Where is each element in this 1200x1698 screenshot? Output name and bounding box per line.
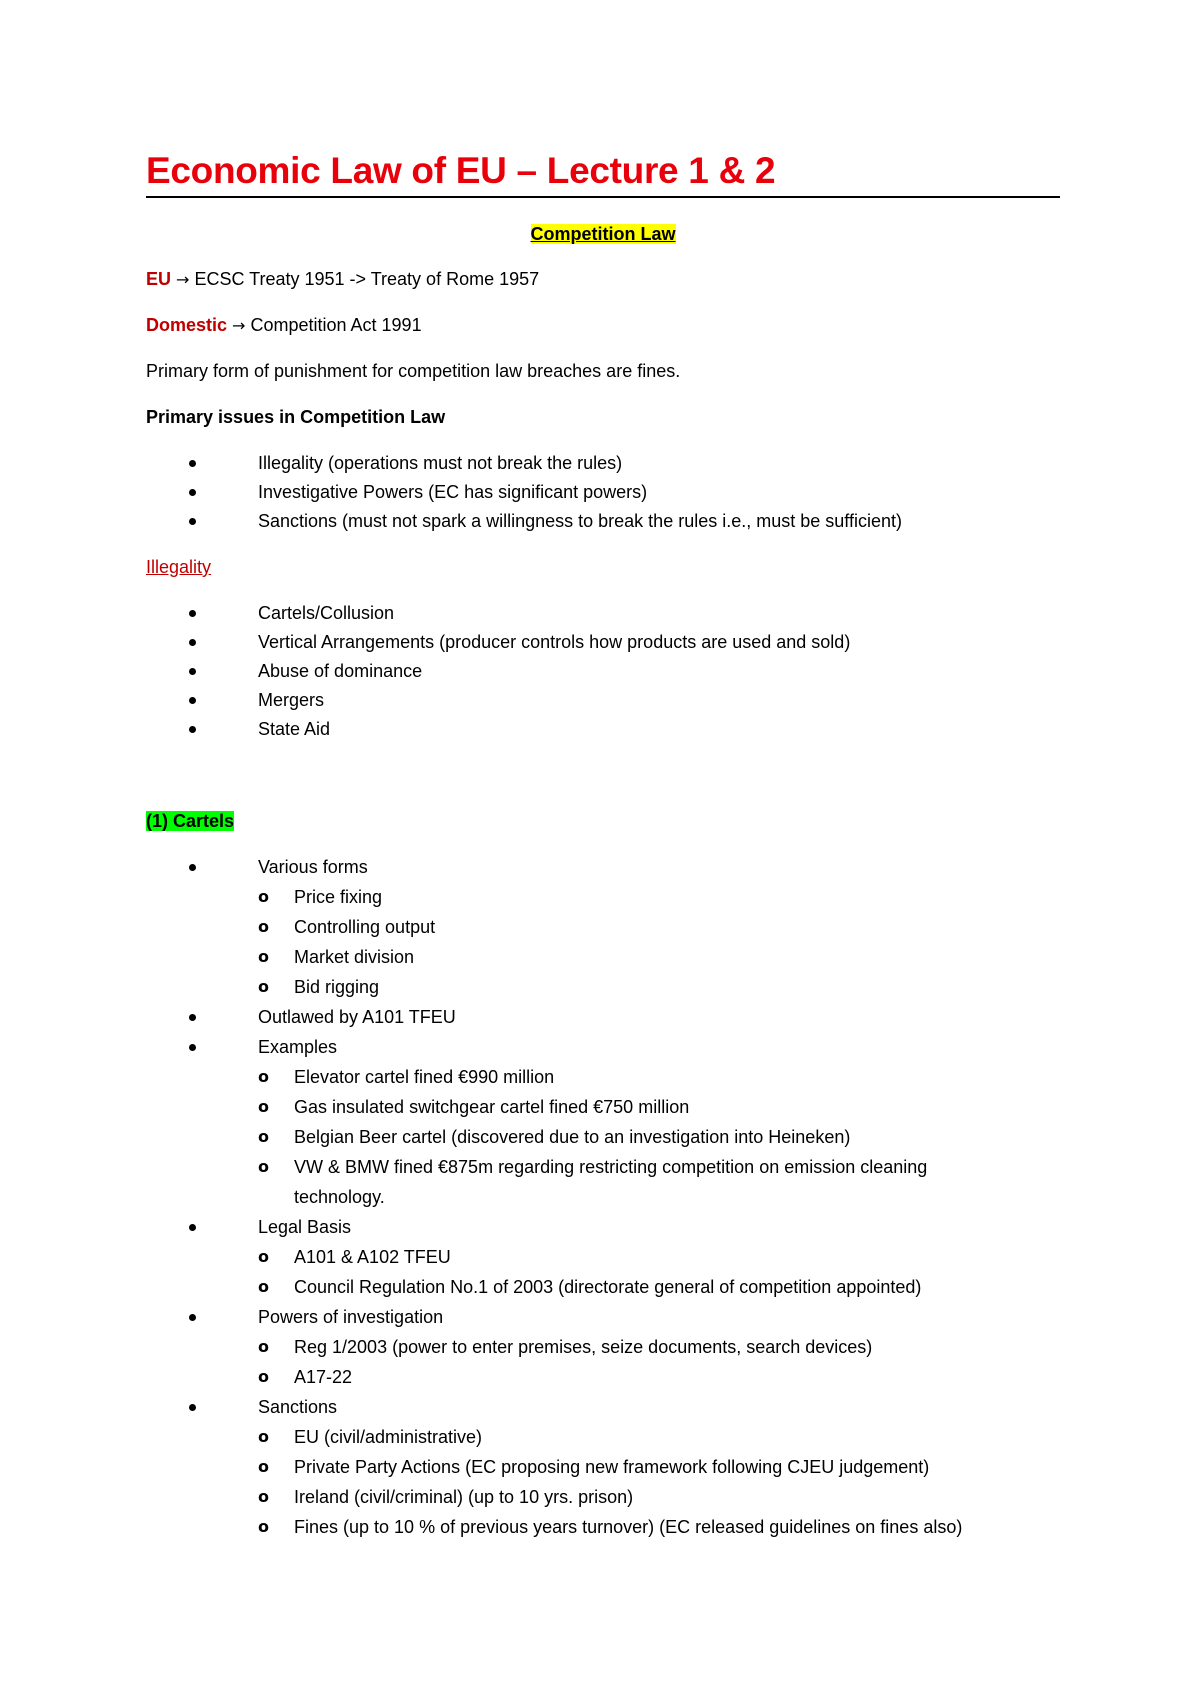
arrow-icon: → [232,316,246,335]
sub-bullet-icon: o [258,1337,269,1356]
sub-bullet-icon: o [258,1097,269,1116]
sub-bullet-icon: o [258,977,269,996]
punishment-paragraph: Primary form of punishment for competition law breaches are fines. [146,361,681,381]
illegality-heading: Illegality [146,557,212,577]
sub-bullet-icon: o [258,1517,269,1536]
sub-bullet-icon: o [258,887,269,906]
eu-text: ECSC Treaty 1951 -> Treaty of Rome 1957 [194,269,540,289]
title-underline-rule [146,196,1060,198]
sub-bullet-icon: o [258,1487,269,1506]
eu-label: EU [146,269,172,289]
primary-issues-heading: Primary issues in Competition Law [146,407,446,427]
sub-bullet-icon: o [258,1367,269,1386]
domestic-line [146,313,422,338]
sub-bullet-icon: o [258,1247,269,1266]
sub-bullet-icon: o [258,1127,269,1146]
domestic-label: Domestic [146,315,228,335]
section-heading-line [146,222,1060,246]
sub-bullet-icon: o [258,1427,269,1446]
sub-bullet-icon: o [258,1157,269,1176]
eu-line [146,267,539,292]
sub-bullet-icon: o [258,1457,269,1476]
sub-bullet-icon: o [258,947,269,966]
sub-bullet-icon: o [258,917,269,936]
arrow-icon: → [176,270,190,289]
competition-law-heading: Competition Law [530,224,676,244]
domestic-text: Competition Act 1991 [250,315,422,335]
document-title: Economic Law of EU – Lecture 1 & 2 [146,150,776,191]
illegality-heading-line [146,555,211,579]
cartels-heading: (1) Cartels [146,811,235,831]
sub-list-item-continuation: technology. [294,1187,385,1207]
cartels-heading-line [146,809,234,833]
sub-bullet-icon: o [258,1277,269,1296]
sub-bullet-icon: o [258,1067,269,1086]
